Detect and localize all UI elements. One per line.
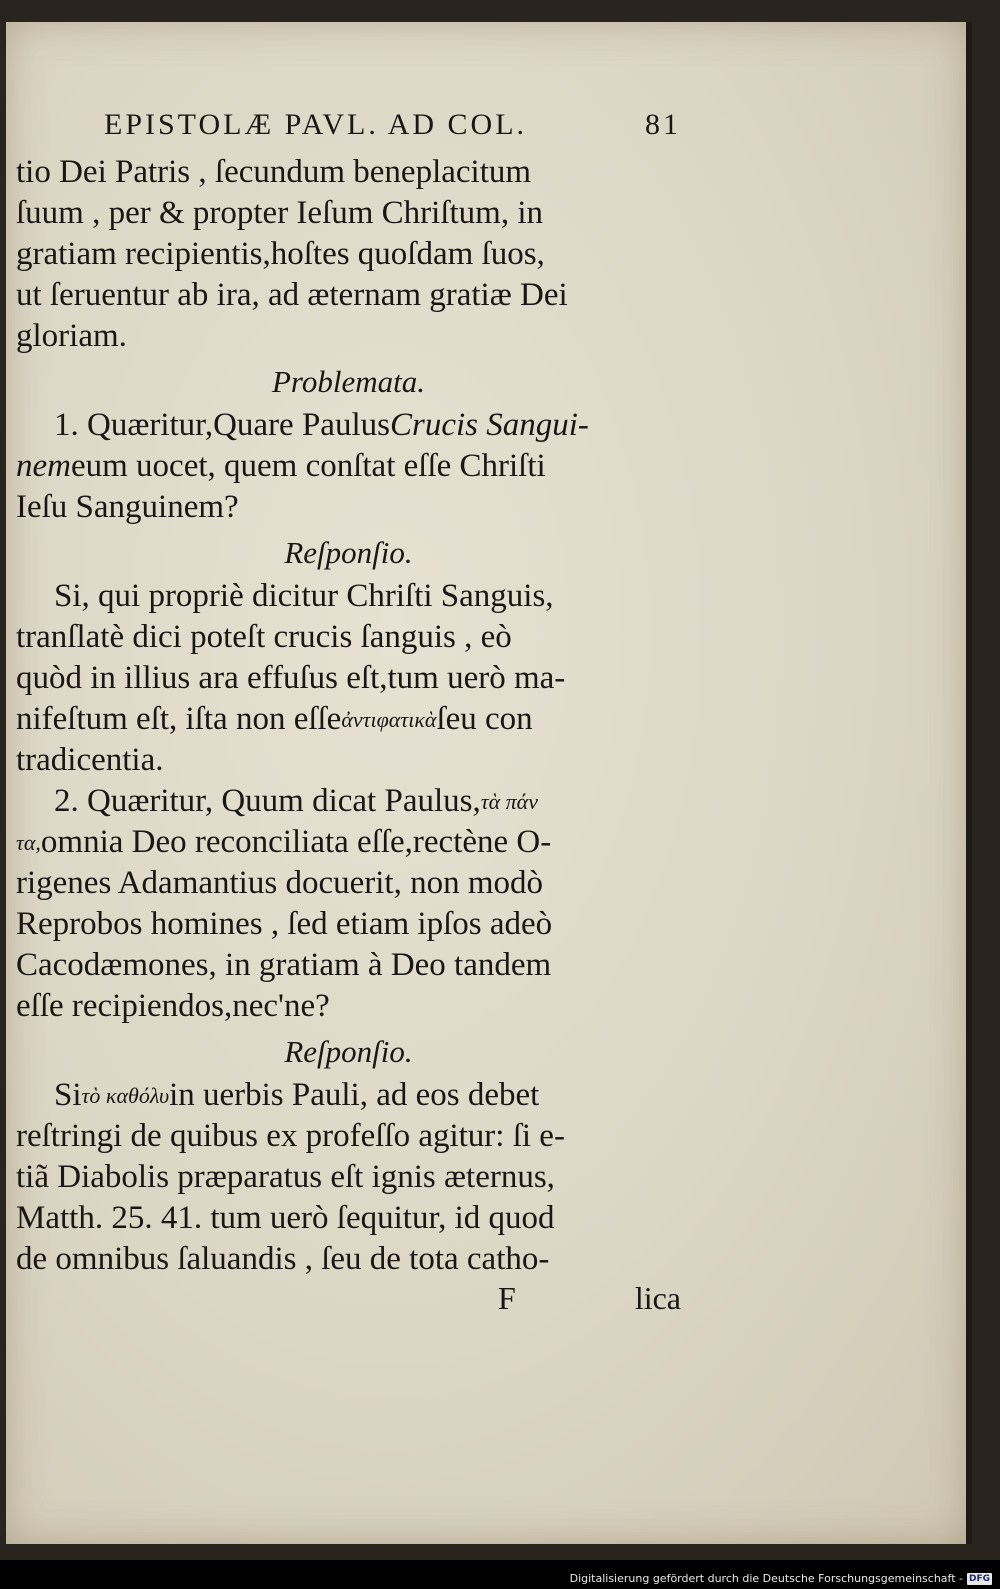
text-line: rigenes Adamantius docuerit, non modò bbox=[16, 865, 543, 901]
text-line: tranſlatè dici poteſt crucis ſanguis , eò bbox=[16, 619, 512, 655]
page-number: 81 bbox=[645, 108, 681, 141]
text-run: 1. Quæritur,Quare Paulus bbox=[54, 407, 390, 443]
text-line: tiã Diabolis præparatus eſt ignis æternus, bbox=[16, 1159, 555, 1195]
greek-run: τὰ πάν bbox=[480, 789, 538, 814]
catchword: lica bbox=[634, 1280, 681, 1316]
book-page bbox=[6, 22, 968, 1544]
text-line bbox=[16, 781, 681, 822]
text-run: omnia Deo reconciliata eſſe,rectène O- bbox=[40, 824, 552, 860]
text-line bbox=[16, 1075, 681, 1116]
text-line: eſſe recipiendos,nec'ne? bbox=[16, 988, 330, 1024]
section-heading-problemata: Problemata. bbox=[272, 364, 425, 399]
question-1 bbox=[16, 405, 681, 528]
text-line: tradicentia. bbox=[16, 742, 164, 778]
running-header bbox=[16, 108, 681, 152]
text-run: eum uocet, quem conſtat eſſe Chriſti bbox=[70, 448, 546, 484]
text-run: Si bbox=[54, 1077, 82, 1113]
section-heading-responsio: Reſponſio. bbox=[284, 535, 413, 570]
text-line: gloriam. bbox=[16, 318, 127, 354]
italic-run: Crucis Sangui- bbox=[389, 407, 589, 443]
text-run: ſeu con bbox=[436, 701, 533, 737]
text-line: Reprobos homines , ſed etiam ipſos adeò bbox=[16, 906, 553, 942]
section-heading-responsio: Reſponſio. bbox=[284, 1034, 413, 1069]
text-run: 2. Quæritur, Quum dicat Paulus, bbox=[54, 783, 481, 819]
signature-mark: F bbox=[498, 1280, 516, 1316]
italic-run: nem bbox=[16, 448, 71, 484]
greek-run: τα, bbox=[16, 830, 41, 855]
response-2 bbox=[16, 1075, 681, 1280]
text-line: ſuum , per & propter Ieſum Chriſtum, in bbox=[16, 195, 544, 231]
question-2 bbox=[16, 781, 681, 1027]
greek-run: τὸ καθόλυ bbox=[81, 1083, 170, 1108]
text-run: nifeſtum eſt, iſta non eſſe bbox=[16, 701, 342, 737]
text-line: quòd in illius ara effuſus eſt,tum uerò ma- bbox=[16, 660, 566, 696]
running-title: EPISTOLÆ PAVL. AD COL. bbox=[104, 108, 528, 141]
text-line: ut ſeruentur ab ira, ad æternam gratiæ Dei bbox=[16, 277, 568, 313]
page-text bbox=[16, 108, 681, 1324]
text-line: Si, qui propriè dicitur Chriſti Sanguis, bbox=[54, 578, 554, 614]
text-line: Cacodæmones, in gratiam à Deo tandem bbox=[16, 947, 552, 983]
page-edge bbox=[966, 22, 972, 1544]
text-line: Matth. 25. 41. tum uerò ſequitur, id quod bbox=[16, 1200, 555, 1236]
page-footer bbox=[16, 1280, 681, 1324]
text-line: tio Dei Patris , ſecundum beneplacitum bbox=[16, 154, 532, 190]
response-1 bbox=[16, 576, 681, 781]
greek-run: ἀντιφατικὰ bbox=[341, 707, 437, 732]
text-line bbox=[16, 405, 681, 446]
text-line: gratiam recipientis,hoſtes quoſdam ſuos, bbox=[16, 236, 545, 272]
dfg-logo: DFG bbox=[968, 1573, 990, 1584]
text-line bbox=[16, 699, 681, 740]
text-line bbox=[16, 446, 681, 487]
text-line: de omnibus ſaluandis , ſeu de tota catho- bbox=[16, 1241, 550, 1277]
credit-text: Digitalisierung gefördert durch die Deutsche Forschungsgemeinschaft - bbox=[569, 1572, 963, 1585]
text-line bbox=[16, 822, 681, 863]
paragraph-continuation bbox=[16, 152, 681, 357]
digitization-credit bbox=[570, 1572, 992, 1585]
text-line: Ieſu Sanguinem? bbox=[16, 489, 239, 525]
text-run: in uerbis Pauli, ad eos debet bbox=[169, 1077, 540, 1113]
text-line: reſtringi de quibus ex profeſſo agitur: ſi e- bbox=[16, 1118, 565, 1154]
